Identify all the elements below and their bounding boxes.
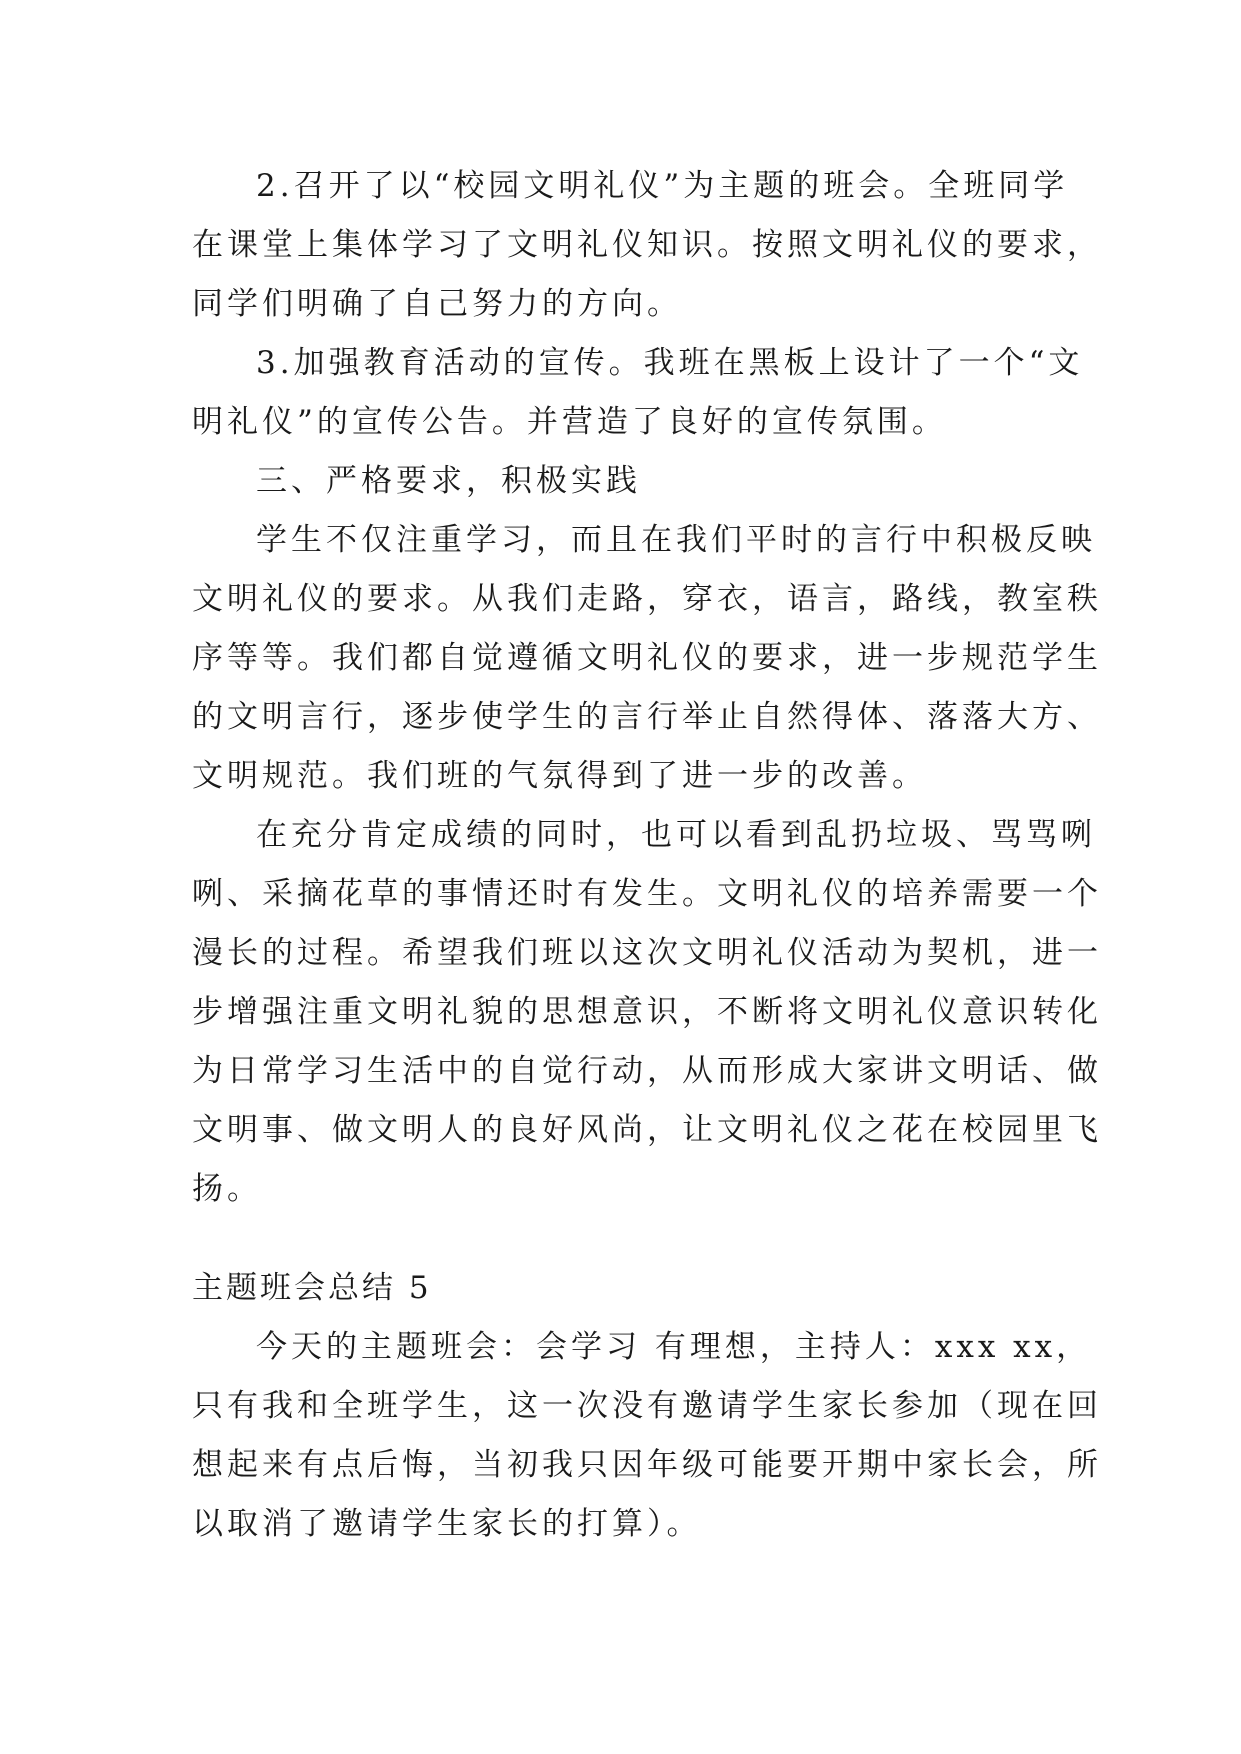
paragraph-line: 咧、采摘花草的事情还时有发生。文明礼仪的培养需要一个 xyxy=(192,876,1102,912)
paragraph-line: 文明礼仪的要求。从我们走路，穿衣，语言，路线，教室秩 xyxy=(192,581,1102,617)
paragraph-line: 3.加强教育活动的宣传。我班在黑板上设计了一个“文 xyxy=(256,345,1084,381)
section-heading: 三、严格要求，积极实践 xyxy=(256,463,641,499)
paragraph-line: 学生不仅注重学习，而且在我们平时的言行中积极反映 xyxy=(256,522,1096,558)
paragraph-line: 同学们明确了自己努力的方向。 xyxy=(192,286,682,322)
paragraph-line: 在课堂上集体学习了文明礼仪知识。按照文明礼仪的要求， xyxy=(192,227,1102,263)
paragraph-line: 的文明言行，逐步使学生的言行举止自然得体、落落大方、 xyxy=(192,699,1102,735)
section-title: 主题班会总结 5 xyxy=(192,1270,432,1306)
paragraph-line: 步增强注重文明礼貌的思想意识，不断将文明礼仪意识转化 xyxy=(192,994,1102,1030)
paragraph-line: 扬。 xyxy=(192,1171,262,1207)
paragraph-line: 文明规范。我们班的气氛得到了进一步的改善。 xyxy=(192,758,927,794)
paragraph-line: 为日常学习生活中的自觉行动，从而形成大家讲文明话、做 xyxy=(192,1053,1102,1089)
paragraph-line: 在充分肯定成绩的同时，也可以看到乱扔垃圾、骂骂咧 xyxy=(256,817,1096,853)
paragraph-line: 今天的主题班会：会学习 有理想，主持人：xxx xx， xyxy=(256,1329,1092,1365)
paragraph-line: 文明事、做文明人的良好风尚，让文明礼仪之花在校园里飞 xyxy=(192,1112,1102,1148)
paragraph-line: 想起来有点后悔，当初我只因年级可能要开期中家长会，所 xyxy=(192,1447,1102,1483)
paragraph-line: 漫长的过程。希望我们班以这次文明礼仪活动为契机，进一 xyxy=(192,935,1102,971)
paragraph-line: 2.召开了以“校园文明礼仪”为主题的班会。全班同学 xyxy=(256,168,1069,204)
paragraph-line: 序等等。我们都自觉遵循文明礼仪的要求，进一步规范学生 xyxy=(192,640,1102,676)
paragraph-line: 以取消了邀请学生家长的打算）。 xyxy=(192,1506,702,1542)
paragraph-line: 明礼仪”的宣传公告。并营造了良好的宣传氛围。 xyxy=(192,404,947,440)
paragraph-line: 只有我和全班学生，这一次没有邀请学生家长参加（现在回 xyxy=(192,1388,1102,1424)
